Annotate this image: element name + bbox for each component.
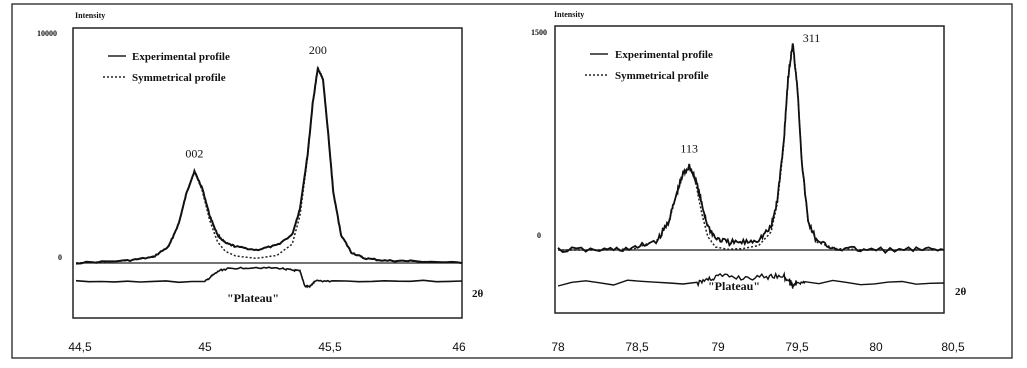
peak-label-311: 311 bbox=[802, 30, 821, 45]
right-x-ticks bbox=[551, 340, 965, 354]
right-y-tick-zero: 0 bbox=[537, 231, 541, 240]
plateau-annotation: "Plateau" bbox=[227, 291, 279, 305]
symmetrical-profile-line bbox=[76, 68, 462, 263]
difference-curve bbox=[76, 267, 462, 287]
left-y-axis-label: Intensity bbox=[75, 11, 106, 20]
x-tick-label: 78 bbox=[551, 340, 565, 354]
peak-label-113: 113 bbox=[680, 141, 698, 156]
right-plot-frame bbox=[555, 26, 944, 313]
right-y-tick-top: 1500 bbox=[531, 28, 547, 37]
right-panel bbox=[531, 10, 967, 354]
experimental-profile-line bbox=[76, 68, 462, 264]
right-x-unit-label: 2θ bbox=[955, 286, 967, 298]
legend-entry-experimental: Experimental profile bbox=[132, 51, 230, 63]
x-tick-label: 80,5 bbox=[941, 340, 965, 354]
legend-entry-symmetrical: Symmetrical profile bbox=[615, 70, 709, 82]
x-tick-label: 46 bbox=[452, 340, 466, 354]
x-tick-label: 79 bbox=[711, 340, 725, 354]
left-x-ticks bbox=[68, 340, 466, 354]
left-y-tick-zero: 0 bbox=[58, 253, 62, 262]
peak-label-002: 002 bbox=[185, 146, 204, 161]
x-tick-label: 78,5 bbox=[625, 340, 649, 354]
peak-label-200: 200 bbox=[308, 43, 327, 57]
right-legend bbox=[585, 49, 713, 82]
x-tick-label: 45 bbox=[198, 340, 212, 354]
plateau-annotation: "Plateau" bbox=[708, 279, 760, 293]
left-panel bbox=[37, 11, 484, 354]
legend-entry-experimental: Experimental profile bbox=[615, 49, 713, 61]
x-tick-label: 79,5 bbox=[785, 340, 809, 354]
left-x-unit-label: 2θ bbox=[472, 288, 484, 300]
x-tick-label: 45,5 bbox=[318, 340, 342, 354]
left-y-tick-top: 10000 bbox=[37, 29, 57, 38]
x-tick-label: 80 bbox=[869, 340, 883, 354]
right-y-axis-label: Intensity bbox=[554, 10, 585, 19]
legend-entry-symmetrical: Symmetrical profile bbox=[132, 72, 226, 84]
left-legend bbox=[103, 51, 230, 84]
x-tick-label: 44,5 bbox=[68, 340, 92, 354]
